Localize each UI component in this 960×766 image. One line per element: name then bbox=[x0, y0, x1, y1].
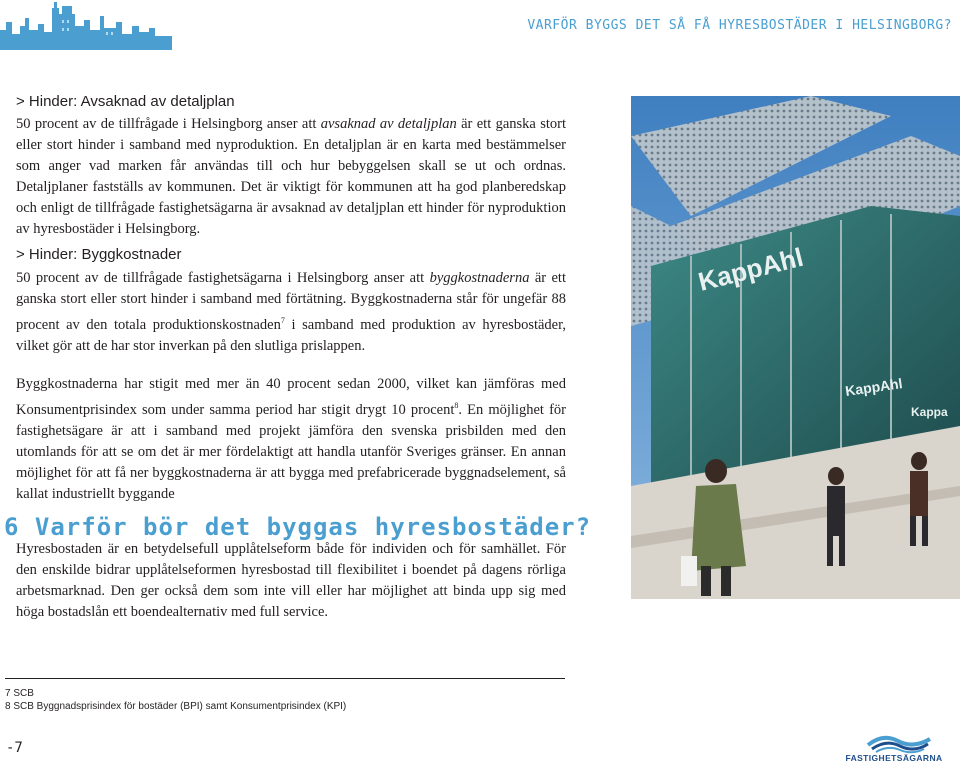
section-hinder-detaljplan bbox=[16, 92, 566, 240]
footnote-ref-7: 7 bbox=[280, 316, 285, 325]
paragraph-byggkostnader-2: Byggkostnaderna har stigit med mer än 40 procent sedan 2000, vilket kan jämföras med Konsumentprisindex som under samma period har stigit drygt 10 procent$^8$. En möjlighet för fastighetsägare är att i samband med projekt jämföra den svenska prisbilden med den utomlands för att se om det är mer fördelaktigt att handla utanför Sveriges gränser. En annan möjlighet för att få ner byggkostnaderna är att bygga med prefabricerade byggnadselement, så kallat industriellt byggande bbox=[16, 375, 566, 502]
city-skyline-illustration bbox=[0, 0, 172, 50]
section-6-body bbox=[16, 539, 566, 623]
emphasis-byggkostnaderna: byggkostnaderna bbox=[429, 270, 530, 286]
storefront-sign-2: KappAhl bbox=[844, 375, 904, 399]
paragraph-detaljplan: 50 procent av de tillfrågade i Helsingborg anser att avsaknad av detaljplan är ett ganska stort eller stort hinder i samband med nyproduktion. En detaljplan är en karta med bestämmelser som anger vad marken får användas till och hur bebyggelsen skall se ut och ordnas. Detaljplaner fastställs av kommunen. Det är viktigt för kommunen att ha god planberedskap och enligt de tillfrågade fastighetsägarna är avsaknad av detaljplan ett hinder för nyproduktion av hyresbostäder i Helsingborg. bbox=[16, 116, 566, 237]
section-hinder-byggkostnader bbox=[16, 245, 566, 505]
footnotes bbox=[5, 687, 346, 713]
section-6-heading: 6 Varför bör det byggas hyresbostäder? bbox=[4, 513, 592, 541]
running-header-title: VARFÖR BYGGS DET SÅ FÅ HYRESBOSTÄDER I HELSINGBORG? bbox=[527, 18, 952, 33]
page-number: -7 bbox=[6, 740, 23, 756]
footnote-rule bbox=[5, 678, 565, 679]
footnote-8: 8 SCB Byggnadsprisindex för bostäder (BPI) samt Konsumentprisindex (KPI) bbox=[5, 701, 347, 712]
storefront-photo bbox=[631, 96, 960, 599]
emphasis-detaljplan: avsaknad av detaljplan bbox=[320, 116, 457, 132]
storefront-sign-1: KappAhl bbox=[695, 241, 807, 297]
logo-text: FASTIGHETSÄGARNA bbox=[845, 753, 943, 763]
storefront-sign-3: Kappa bbox=[911, 405, 948, 419]
paragraph-byggkostnader-1: 50 procent av de tillfrågade fastighetsägarna i Helsingborg anser att byggkostnaderna är ett ganska stort eller stort hinder i samband med förtätning. Byggkostnaderna står för ungefär 88 procent av den totala produktionskostnaden$^7$ i samband med produktion av hyresbostäder, vilket gör att de har stor inverkan på den slutliga prislappen. bbox=[16, 270, 566, 354]
footnote-ref-8: 8 bbox=[454, 400, 459, 410]
paragraph-section-6: Hyresbostaden är en betydelsefull upplåtelseform både för individen och för samhället. För den enskilde bidrar upplåtelseformen hyresbostad till flexibilitet i boendet på dagens rörliga arbetsmarknad. Den ger också dem som inte vill eller har möjlighet att binda upp sig med höga bostadslån ett boendealternativ med full service. bbox=[16, 541, 566, 620]
subheading-byggkostnader: > Hinder: Byggkostnader bbox=[16, 246, 182, 263]
footnote-7: 7 SCB bbox=[5, 688, 34, 699]
subheading-detaljplan: > Hinder: Avsaknad av detaljplan bbox=[16, 93, 235, 110]
